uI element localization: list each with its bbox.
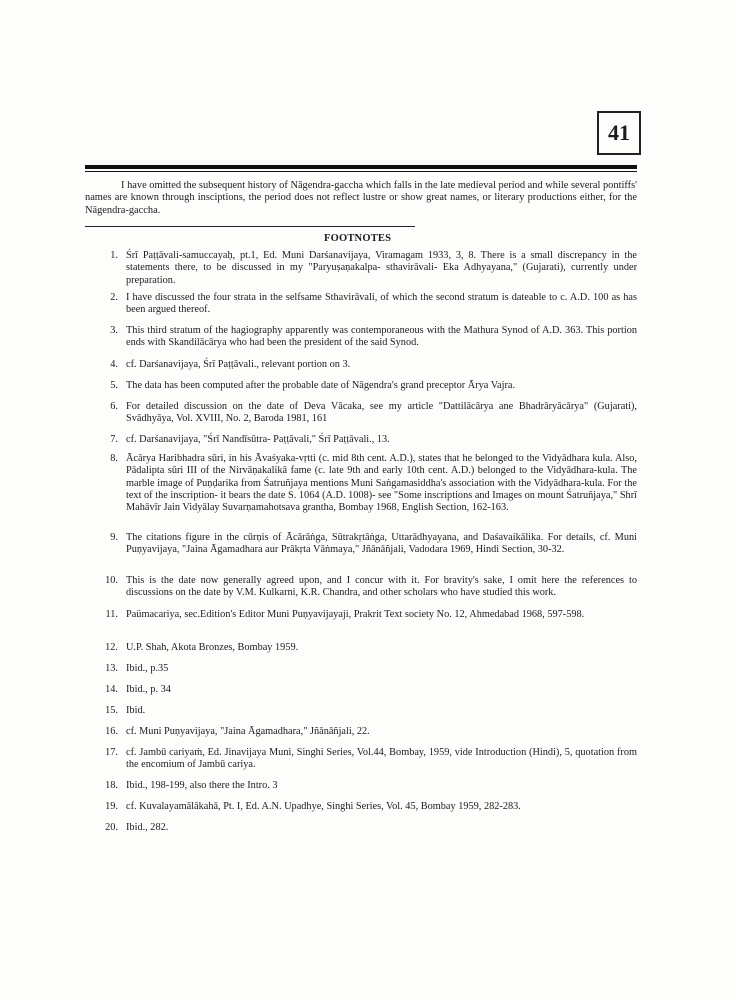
footnote-text: U.P. Shah, Akota Bronzes, Bombay 1959. [126, 642, 299, 653]
footnote-19 [100, 801, 637, 813]
footnote-number: 1. [110, 250, 118, 261]
footnote-15 [100, 705, 637, 717]
footnote-text: cf. Jambū cariyaṁ, Ed. Jinavijaya Muni, Singhi Series, Vol.44, Bombay, 1959, vide Introduction (Hindi), 5, quotation from the encomium of Jambū cariya. [126, 747, 637, 771]
footnote-number: 18. [105, 780, 118, 791]
footnote-text: The data has been computed after the probable date of Nāgendra's grand preceptor Ārya Vajra. [126, 380, 516, 391]
footnote-number: 2. [110, 292, 118, 303]
footnote-5 [100, 380, 637, 392]
footnote-number: 5. [110, 380, 118, 391]
footnote-11 [100, 609, 637, 621]
footnote-text: Śrī Paṭṭāvali-samuccayaḥ, pt.1, Ed. Muni Darśanavijaya, Viramagam 1933, 3, 8. There is a small discrepancy in the statements there, to be discussed in my "Paryuṣaṇakalpa- sthavirāvali- Eka Adhyayana," (Gujarati), currently under preparation. [126, 250, 637, 286]
footnote-10 [100, 575, 637, 600]
footnote-number: 7. [110, 434, 118, 445]
footnote-text: Ibid., p. 34 [126, 684, 171, 695]
header-rule-thick [85, 165, 637, 169]
footnote-number: 16. [105, 726, 118, 737]
footnote-number: 19. [105, 801, 118, 812]
footnote-number: 4. [110, 359, 118, 370]
footnote-text: Ibid. [126, 705, 146, 716]
footnote-text: I have discussed the four strata in the selfsame Sthavirāvali, of which the second stratum is dateable to c. A.D. 100 as has been argued thereof. [126, 292, 637, 316]
footnote-text: cf. Muni Puṇyavijaya, "Jaina Āgamadhara," Jñānāñjali, 22. [126, 726, 370, 737]
page-number [597, 111, 641, 155]
footnote-number: 10. [105, 575, 118, 586]
footnote-20 [100, 822, 637, 834]
footnote-text: This third stratum of the hagiography apparently was contemporaneous with the Mathura Synod of A.D. 363. This portion ends with Skandilācārya who had been the president of the said Synod. [126, 325, 637, 349]
intro-paragraph: I have omitted the subsequent history of Nāgendra-gaccha which falls in the late medieval period and while several pontiffs' names are known through insciptions, the period does not reflect lustre or show great names, or literary productions either, for the Nāgendra-gaccha. [85, 180, 637, 216]
footnote-number: 20. [105, 822, 118, 833]
footnote-number: 3. [110, 325, 118, 336]
page-number-text: 41 [608, 120, 630, 145]
footnote-number: 17. [105, 747, 118, 758]
footnote-text: Paümacariya, sec.Edition's Editor Muni Puṇyavijayaji, Prakrit Text society No. 12, Ahmedabad 1968, 597-598. [126, 609, 585, 620]
header-rule-thin [85, 171, 637, 172]
footnote-number: 13. [105, 663, 118, 674]
footnote-6 [100, 401, 637, 426]
footnote-number: 6. [110, 401, 118, 412]
footnote-12 [100, 642, 637, 654]
footnote-text: Ibid., 282. [126, 822, 169, 833]
footnote-text: For detailed discussion on the date of Deva Vācaka, see my article "Dattilācārya ane Bhadrāryācārya" (Gujarati), Svādhyāya, Vol. XVIII, No. 2, Baroda 1981, 161 [126, 401, 637, 425]
footnote-text: Ibid., 198-199, also there the Intro. 3 [126, 780, 278, 791]
footnote-number: 15. [105, 705, 118, 716]
footnote-number: 12. [105, 642, 118, 653]
footnote-3 [100, 325, 637, 350]
footnote-16 [100, 726, 637, 738]
footnote-13 [100, 663, 637, 675]
footnote-text: Ācārya Haribhadra sūri, in his Āvaśyaka-vṛtti (c. mid 8th cent. A.D.), states that he belonged to the Vidyādhara kula. Also, Pādalipta sūri III of the Nirvāṇakalikā fame (c. late 9th and early 10th cent. A.D.) belonged to the Vidyādhara-kula. The marble image of Puṇḍarika from Śatruñjaya mentions Muni Saṅgamasiddha's association with the Vidyādhara-kula. For the text of the inscription- it bears the date S. 1064 (A.D. 1008)- see "Some inscriptions and Images on mount Śatruñjaya," Shrī Mahāvīr Jain Vidyālay Suvarṇamahotsava grantha, Bombay 1968, English Section, 162-163. [126, 453, 637, 514]
footnote-text: The citations figure in the cūrṇis of Ācārāṅga, Sūtrakṛtāṅga, Uttarādhyayana, and Daśavaikālika. For details, cf. Muni Puṇyavijaya, "Jaina Āgamadhara aur Prākṛta Vāṅmaya," Jñānāñjali, Vadodara 1969, Hindi Section, 30-32. [126, 532, 637, 556]
footnote-number: 9. [110, 532, 118, 543]
footnotes-divider [85, 226, 415, 227]
footnote-18 [100, 780, 637, 792]
footnote-text: Ibid., p.35 [126, 663, 169, 674]
footnote-number: 14. [105, 684, 118, 695]
footnote-9 [100, 532, 637, 557]
footnote-14 [100, 684, 637, 696]
footnote-text: cf. Kuvalayamālākahā, Pt. I, Ed. A.N. Upadhye, Singhi Series, Vol. 45, Bombay 1959, 282-283. [126, 801, 521, 812]
footnote-2 [100, 292, 637, 317]
footnote-8 [100, 453, 637, 514]
footnote-4 [100, 359, 637, 371]
footnote-1 [100, 250, 637, 287]
footnote-number: 8. [110, 453, 118, 464]
footnote-text: cf. Darśanavijaya, "Śrī Nandīsūtra- Paṭṭāvali," Śrī Paṭṭāvali., 13. [126, 434, 390, 445]
footnotes-heading: FOOTNOTES [324, 233, 392, 244]
footnote-text: This is the date now generally agreed upon, and I concur with it. For bravity's sake, I omit here the references to discussions on the date by V.M. Kulkarni, K.R. Chandra, and other scholars who have studied this work. [126, 575, 637, 599]
footnote-7 [100, 434, 637, 446]
footnote-17 [100, 747, 637, 772]
footnote-number: 11. [105, 609, 118, 620]
footnote-text: cf. Darśanavijaya, Śrī Paṭṭāvali., relevant portion on 3. [126, 359, 351, 370]
